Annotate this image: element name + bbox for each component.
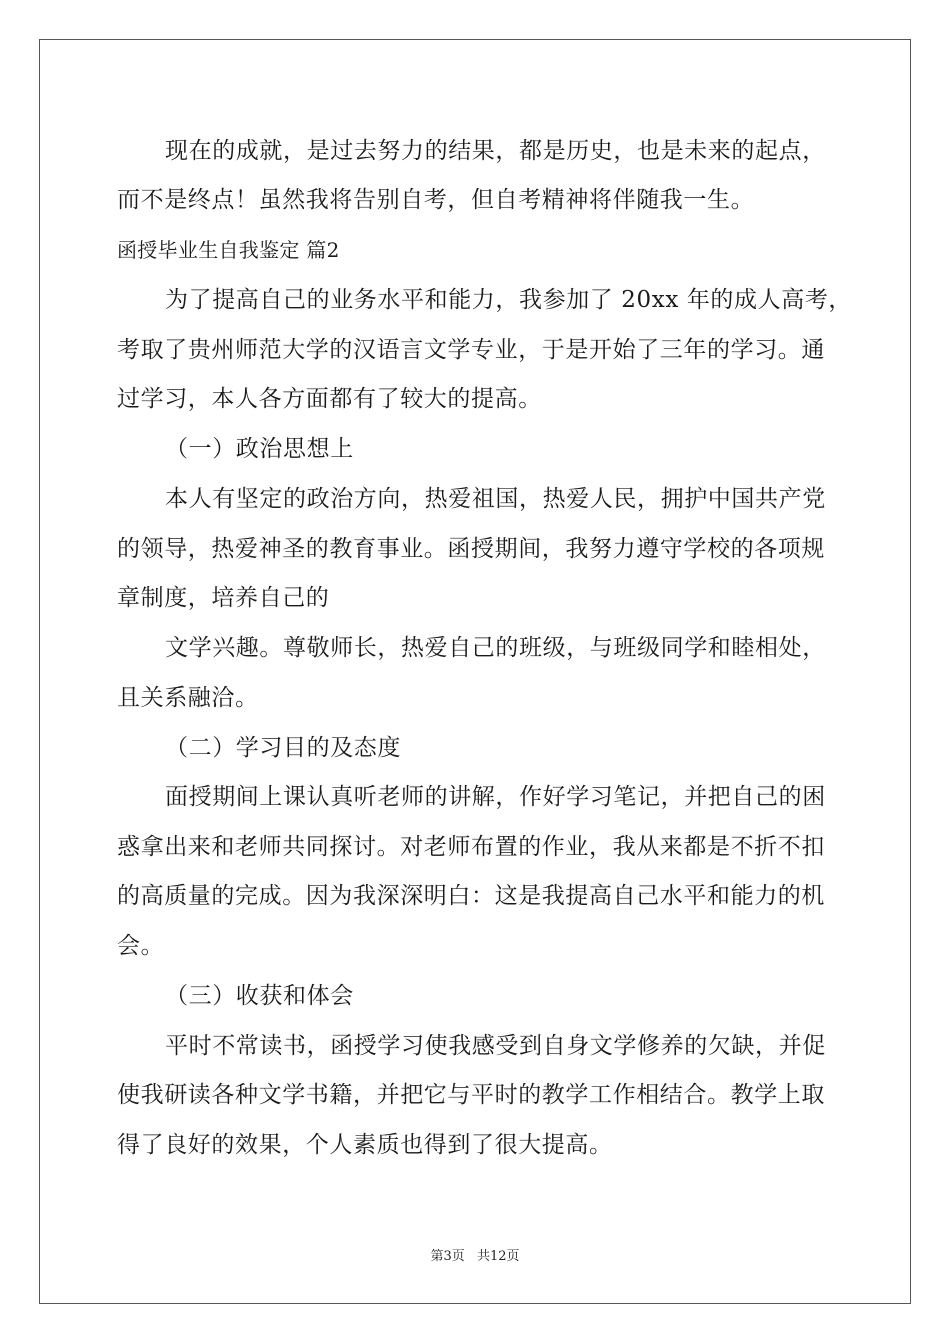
paragraph-line: 得了良好的效果，个人素质也得到了很大提高。 — [117, 1132, 613, 1158]
page-number: 第3页 — [430, 1249, 465, 1264]
subheading: （二）学习目的及态度 — [165, 735, 401, 761]
paragraph-line: 平时不常读书，函授学习使我感受到自身文学修养的欠缺，并促 — [165, 1033, 826, 1059]
paragraph-line: 而不是终点！虽然我将告别自考，但自考精神将伴随我一生。 — [117, 187, 755, 213]
paragraph-line: 章制度，培养自己的 — [117, 585, 330, 611]
section-title: 函授毕业生自我鉴定 篇2 — [117, 238, 340, 262]
paragraph-line: 为了提高自己的业务水平和能力，我参加了 20xx 年的成人高考， — [165, 287, 853, 313]
paragraph-line: 文学兴趣。尊敬师长，热爱自己的班级，与班级同学和睦相处， — [165, 635, 826, 661]
paragraph-line: 过学习，本人各方面都有了较大的提高。 — [117, 386, 542, 412]
paragraph-line: 会。 — [117, 933, 165, 959]
paragraph-line: 本人有坚定的政治方向，热爱祖国，热爱人民，拥护中国共产党 — [165, 486, 826, 512]
page-border — [39, 39, 911, 1304]
paragraph-line: 现在的成就，是过去努力的结果，都是历史，也是未来的起点， — [165, 138, 826, 164]
page-footer — [0, 1248, 950, 1266]
paragraph-line: 使我研读各种文学书籍，并把它与平时的教学工作相结合。教学上取 — [117, 1082, 825, 1108]
paragraph-line: 的高质量的完成。因为我深深明白：这是我提高自己水平和能力的机 — [117, 883, 825, 909]
paragraph-line: 惑拿出来和老师共同探讨。对老师布置的作业，我从来都是不折不扣 — [117, 834, 825, 860]
subheading: （三）收获和体会 — [165, 983, 354, 1009]
paragraph-line: 且关系融洽。 — [117, 685, 259, 711]
subheading: （一）政治思想上 — [165, 436, 354, 462]
paragraph-line: 的领导，热爱神圣的教育事业。函授期间，我努力遵守学校的各项规 — [117, 536, 825, 562]
paragraph-line: 考取了贵州师范大学的汉语言文学专业，于是开始了三年的学习。通 — [117, 337, 825, 363]
page-total: 共12页 — [476, 1249, 520, 1264]
paragraph-line: 面授期间上课认真听老师的讲解，作好学习笔记，并把自己的困 — [165, 784, 826, 810]
